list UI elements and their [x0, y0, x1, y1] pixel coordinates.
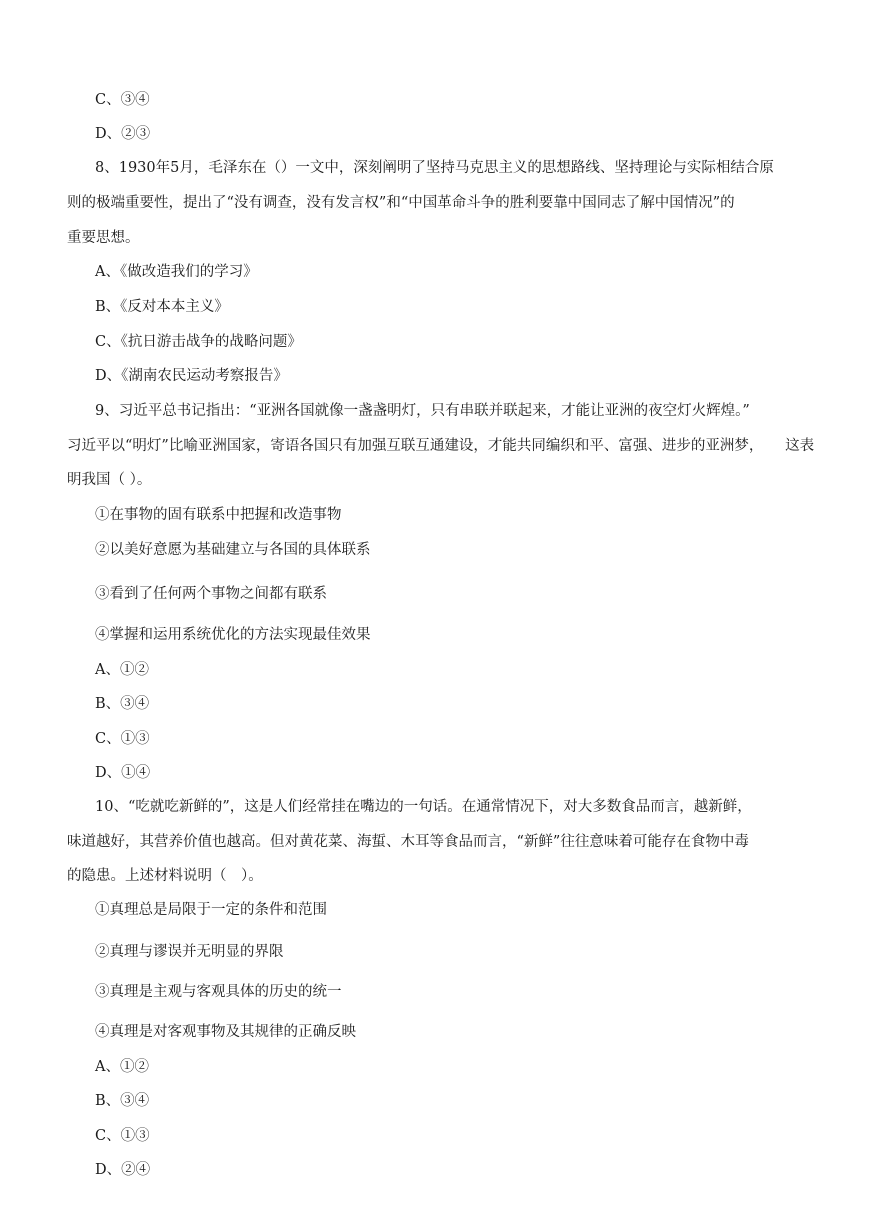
q8-option-d: D、《湖南农民运动考察报告》	[95, 368, 288, 384]
q10-option-b: B、③④	[95, 1093, 150, 1109]
q9-item-1: ①在事物的固有联系中把握和改造事物	[95, 507, 342, 523]
q9-option-d: D、①④	[95, 765, 151, 781]
q8-stem-line3: 重要思想。	[67, 230, 140, 246]
q10-option-c: C、①③	[95, 1128, 150, 1144]
q9-option-b: B、③④	[95, 696, 150, 712]
q9-option-a: A、①②	[95, 662, 149, 678]
q9-stem-line3: 明我国（ ）。	[67, 472, 152, 488]
q10-stem-line1: 10、“吃就吃新鲜的”，这是人们经常挂在嘴边的一句话。在通常情况下，对大多数食品而言，越新鲜，	[95, 799, 752, 815]
q10-item-1: ①真理总是局限于一定的条件和范围	[95, 902, 327, 918]
q8-option-a: A、《做改造我们的学习》	[95, 264, 258, 280]
q9-item-3: ③看到了任何两个事物之间都有联系	[95, 586, 327, 602]
q10-option-d: D、②④	[95, 1162, 151, 1178]
q10-stem-line3: 的隐患。上述材料说明（ ）。	[67, 868, 263, 884]
q9-stem-line1: 9、习近平总书记指出：“亚洲各国就像一盏盏明灯，只有串联并联起来，才能让亚洲的夜空灯火辉煌。”	[95, 403, 750, 419]
q9-item-2: ②以美好意愿为基础建立与各国的具体联系	[95, 542, 371, 558]
q9-stem-line2: 习近平以“明灯”比喻亚洲国家，寄语各国只有加强互联互通建设，才能共同编织和平、富强、进步的亚洲梦， 这表	[67, 438, 815, 454]
q10-stem-line2: 味道越好，其营养价值也越高。但对黄花菜、海蜇、木耳等食品而言，“新鲜”往往意味着可能存在食物中毒	[67, 834, 749, 850]
q8-stem-line1: 8、1930年5月，毛泽东在（）一文中，深刻阐明了坚持马克思主义的思想路线、坚持理论与实际相结合原	[95, 160, 774, 176]
q8-option-c: C、《抗日游击战争的战略问题》	[95, 334, 302, 350]
q7-option-d: D、②③	[95, 126, 151, 142]
q9-option-c: C、①③	[95, 731, 150, 747]
q10-item-3: ③真理是主观与客观具体的历史的统一	[95, 984, 342, 1000]
q8-stem-line2: 则的极端重要性，提出了“没有调查，没有发言权”和“中国革命斗争的胜利要靠中国同志了解中国情况”的	[67, 195, 735, 211]
q7-option-c: C、③④	[95, 92, 150, 108]
q9-item-4: ④掌握和运用系统优化的方法实现最佳效果	[95, 627, 371, 643]
q8-option-b: B、《反对本本主义》	[95, 299, 229, 315]
q10-item-2: ②真理与谬误并无明显的界限	[95, 944, 284, 960]
q10-item-4: ④真理是对客观事物及其规律的正确反映	[95, 1024, 356, 1040]
q10-option-a: A、①②	[95, 1059, 149, 1075]
